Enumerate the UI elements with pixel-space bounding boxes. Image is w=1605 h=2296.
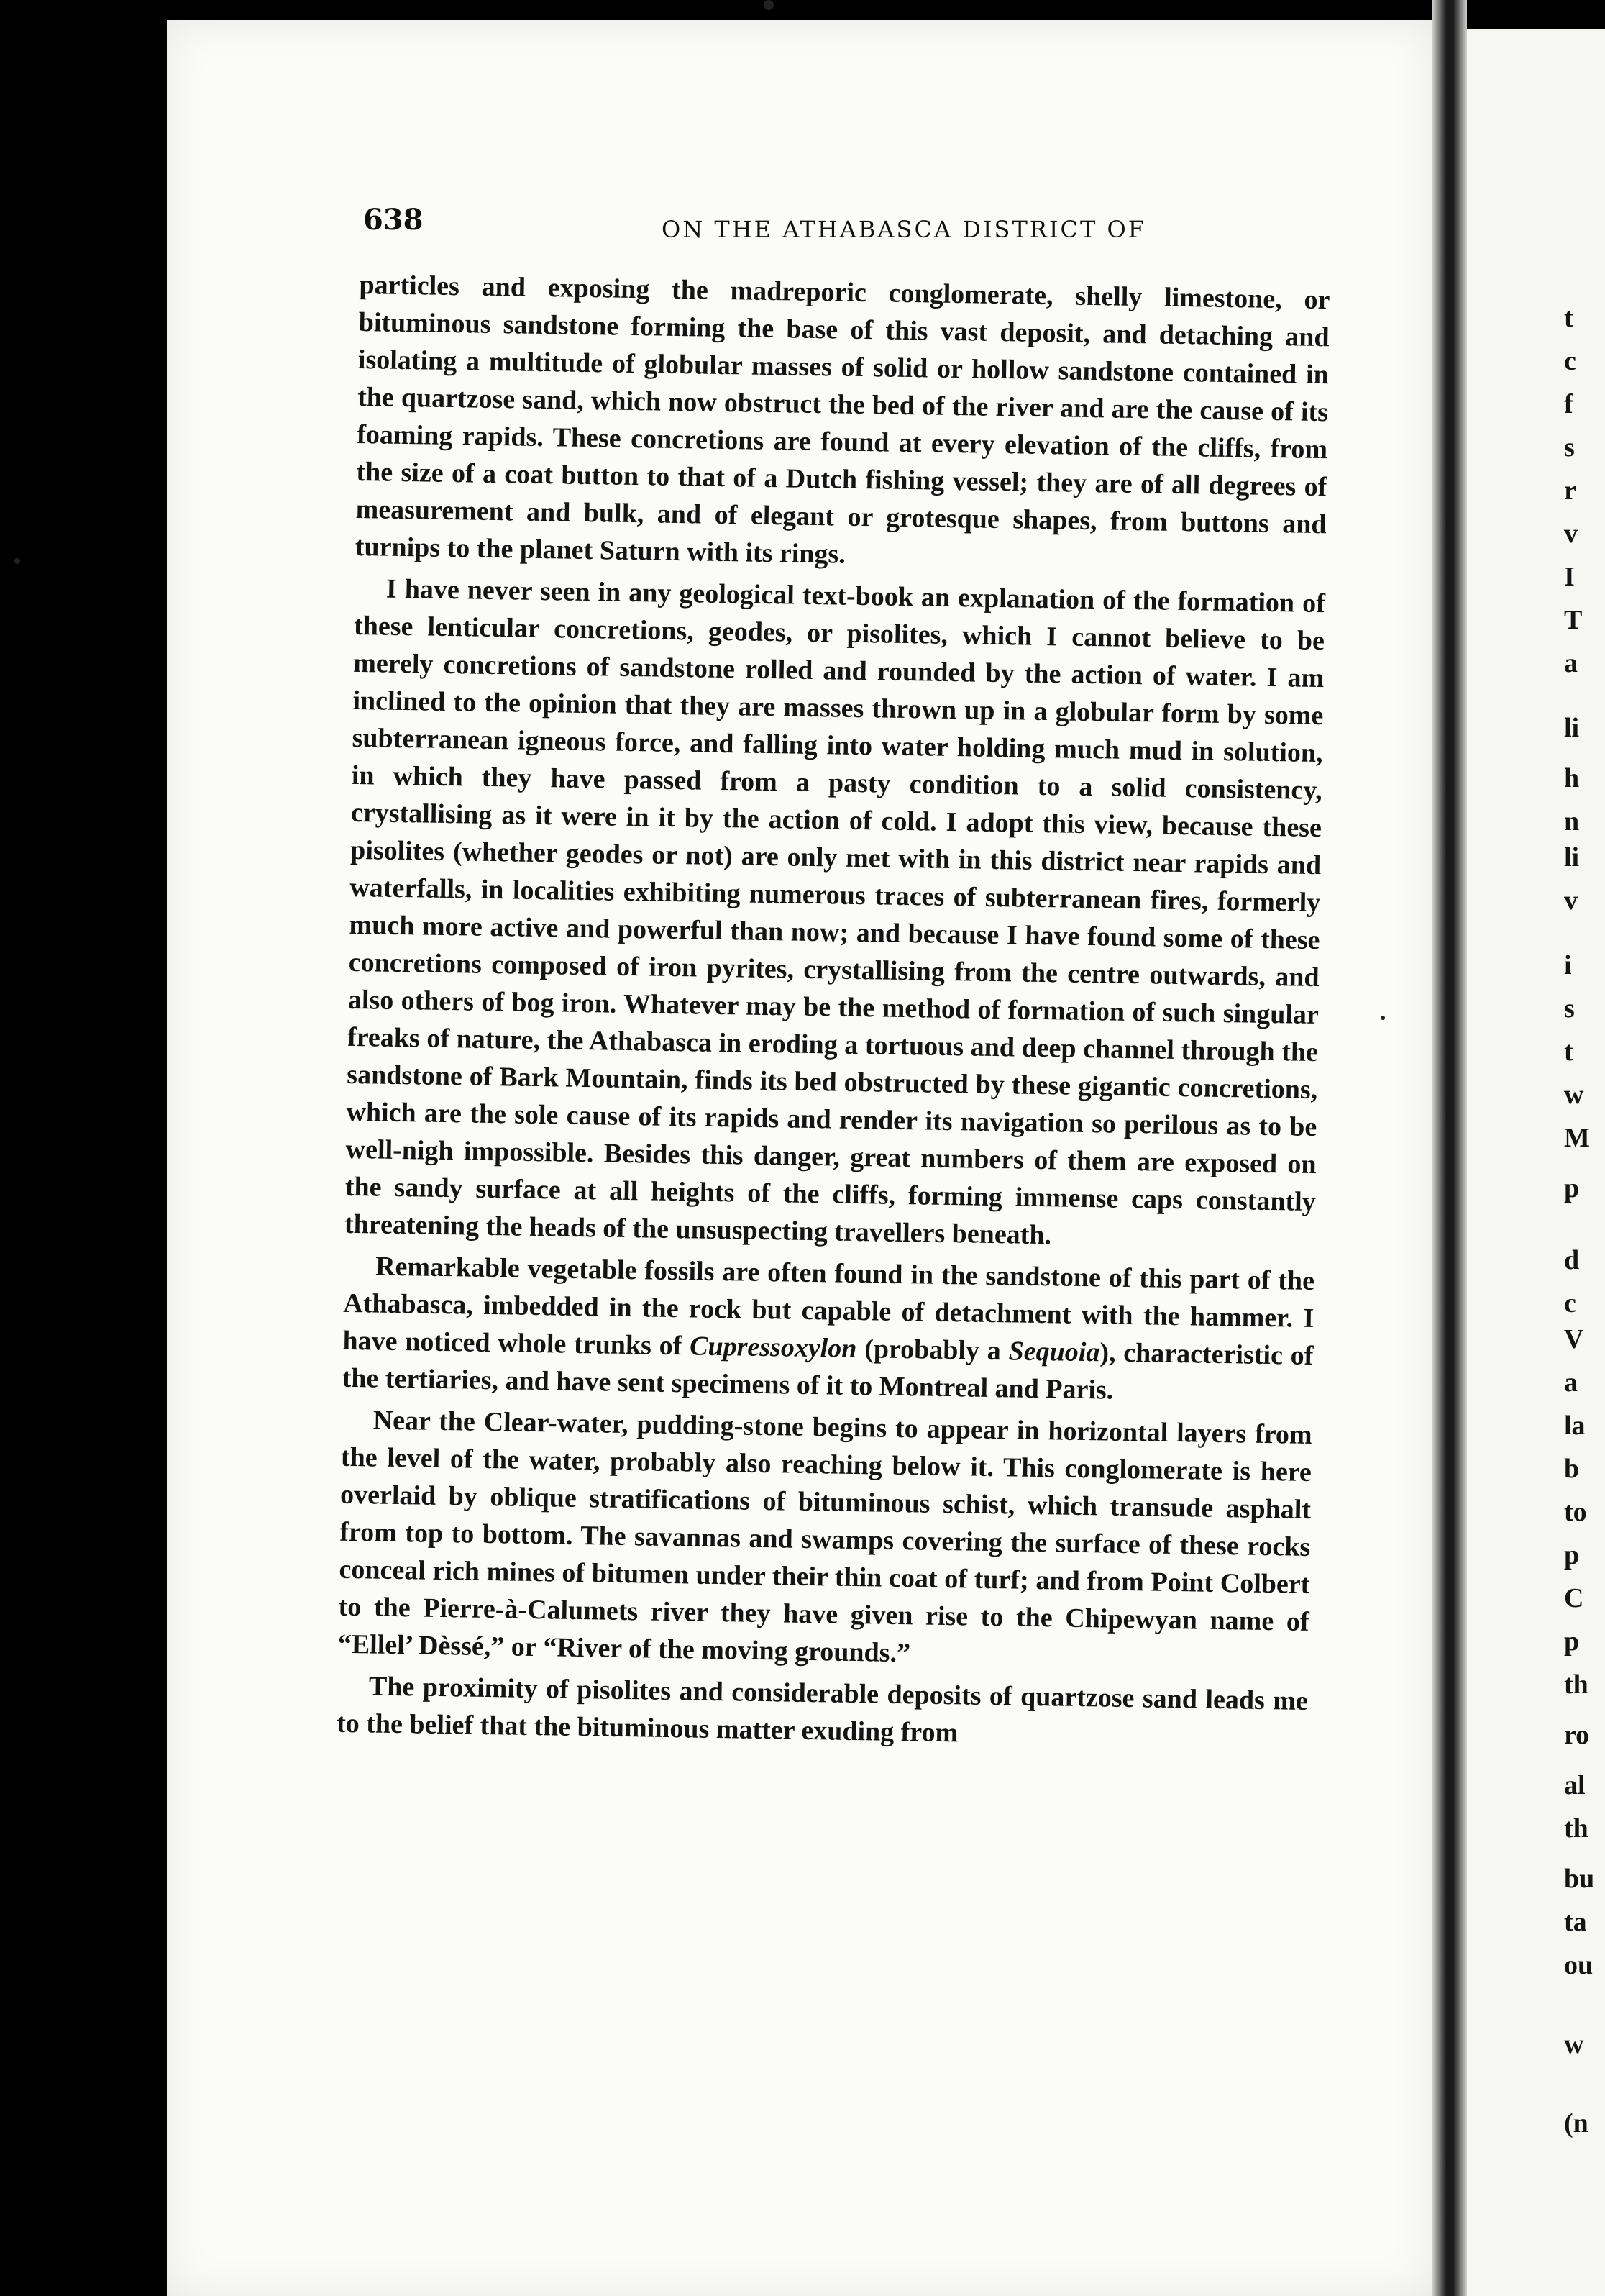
paragraph-proximity: The proximity of pisolites and considerable deposits of quartzose sand leads me to the belief that the bituminous matter exuding from xyxy=(336,1671,1309,1749)
facing-page-fragment: h xyxy=(1564,763,1580,793)
facing-page-fragment: p xyxy=(1564,1173,1580,1203)
facing-page-fragment: w xyxy=(1564,1080,1584,1110)
facing-page-fragment: v xyxy=(1564,885,1578,916)
facing-page-fragment: li xyxy=(1564,713,1580,743)
fossils-text-b: (probably a xyxy=(856,1334,1010,1367)
facing-page-fragment: n xyxy=(1564,806,1580,837)
facing-page-fragment: s xyxy=(1564,432,1575,463)
facing-page-fragment: a xyxy=(1564,648,1578,678)
facing-page-fragment: al xyxy=(1564,1770,1586,1800)
facing-page-fragment: ta xyxy=(1564,1907,1587,1937)
facing-page-fragment: V xyxy=(1564,1324,1584,1354)
running-head: ON THE ATHABASCA DISTRICT OF xyxy=(662,216,1146,243)
facing-page-fragment: bu xyxy=(1564,1864,1595,1894)
book-gutter xyxy=(1432,0,1467,2296)
paragraph-pisolites: I have never seen in any geological text-book an explanation of the formation of these lenticular concretions, geodes, or pisolites, which I cannot believe to be merely concretions of sandstone rolled and rounded by the action of water. I am inclined to the opinion that they are masses thrown up in a globular form by some subterranean igneous force, and falling into water holding much mud in solution, in which they have passed from a pasty condition to a solid consistency, crystallising as it were in it by the action of cold. I adopt this view, because these pisolites (whether geodes or not) are only met with in this district near rapids and waterfalls, in localities exhibiting numerous traces of subterranean fires, formerly much more active and powerful than now; and because I have found some of these concretions composed of iron pyrites, crystallising from the centre outwards, and also others of bog iron. Whatever may be the method of formation of such singular freaks of nature, the Athabasca in eroding a tortuous and deep channel through the sandstone of Bark Mountain, finds its bed obstructed by these gigantic concretions, which are the sole cause of its rapids and render its navigation so perilous as to be well-nigh impossible. Besides this danger, great numbers of them are exposed on the sandy surface at all heights of the cliffs, forming immense caps constantly threatening the heads of the unsuspecting travellers beneath. xyxy=(344,573,1326,1251)
facing-page-fragment: T xyxy=(1564,605,1583,635)
facing-page-fragment: th xyxy=(1564,1669,1588,1700)
paragraph-clear-water: Near the Clear-water, pudding-stone begins to appear in horizontal layers from the level of the water, probably also reaching below it. This conglomerate is here overlaid by oblique stratifications of bituminous schist, which transude asphalt from top to bottom. The savannas and swamps covering the surface of these rocks conceal rich mines of bitumen under their thin coat of turf; and from Point Colbert to the Pierre-à-Calumets river they have given rise to the Chipewyan name of “Ellel’ Dèssé,” or “River of the moving grounds.” xyxy=(337,1405,1312,1669)
facing-page-fragment: c xyxy=(1564,1288,1576,1318)
facing-page-fragment: p xyxy=(1564,1540,1580,1570)
facing-page-fragment: b xyxy=(1564,1454,1580,1484)
scan-speck xyxy=(764,0,774,10)
facing-page-fragment: (n xyxy=(1564,2108,1588,2138)
facing-page-fragment: a xyxy=(1564,1367,1578,1398)
fossils-text-c: ), characteristic of the tertiaries, and have sent specimens of it to Montreal and Paris. xyxy=(342,1337,1314,1406)
paragraph-continued: particles and exposing the madreporic conglomerate, shelly limestone, or bituminous sandstone forming the base of this vast deposit, and detaching and isolating a multitude of globular masses of solid or hollow sandstone contained in the quartzose sand, which now obstruct the bed of the river and are the cause of its foaming rapids. These concretions are found at every elevation of the cliffs, from the size of a coat button to that of a Dutch fishing vessel; they are of all degrees of measurement and bulk, and of elegant or grotesque shapes, from buttons and turnips to the planet Saturn with its rings. xyxy=(355,269,1330,570)
facing-page-fragment: s xyxy=(1564,993,1575,1024)
facing-page-fragment: la xyxy=(1564,1411,1586,1441)
facing-page-fragment: ou xyxy=(1564,1950,1593,1980)
paragraph-fossils xyxy=(342,1247,1314,1412)
facing-page-fragment: M xyxy=(1564,1123,1590,1153)
facing-page-fragment: v xyxy=(1564,519,1578,549)
facing-page-fragment: w xyxy=(1564,2029,1584,2059)
facing-page-fragment: f xyxy=(1564,389,1573,419)
facing-page-fragment: i xyxy=(1564,950,1572,980)
page-number: 638 xyxy=(363,203,424,237)
taxon-cupressoxylon: Cupressoxylon xyxy=(689,1331,857,1365)
scan-speck xyxy=(1381,1016,1385,1020)
fossils-text-a: Remarkable vegetable fossils are often found in the sandstone of this part of the Athabasca, imbedded in the rock but capable of detachment with the hammer. I have noticed whole trunks of xyxy=(342,1251,1315,1362)
facing-page-fragment: li xyxy=(1564,842,1580,873)
taxon-sequoia: Sequoia xyxy=(1008,1336,1100,1368)
facing-page-fragment: ro xyxy=(1564,1720,1590,1750)
body-text xyxy=(337,266,1330,1757)
facing-page-fragment: C xyxy=(1564,1583,1584,1613)
facing-page-fragment: I xyxy=(1564,562,1575,592)
scan-speck xyxy=(14,558,20,564)
facing-page-fragment: c xyxy=(1564,346,1576,376)
facing-page-fragment: r xyxy=(1564,475,1576,506)
facing-page-fragment: d xyxy=(1564,1245,1580,1275)
facing-page-fragment: to xyxy=(1564,1497,1587,1527)
facing-page-fragment: th xyxy=(1564,1813,1588,1844)
facing-page-fragment: p xyxy=(1564,1626,1580,1657)
facing-page-fragment: t xyxy=(1564,1037,1573,1067)
facing-page-fragment: t xyxy=(1564,303,1573,333)
